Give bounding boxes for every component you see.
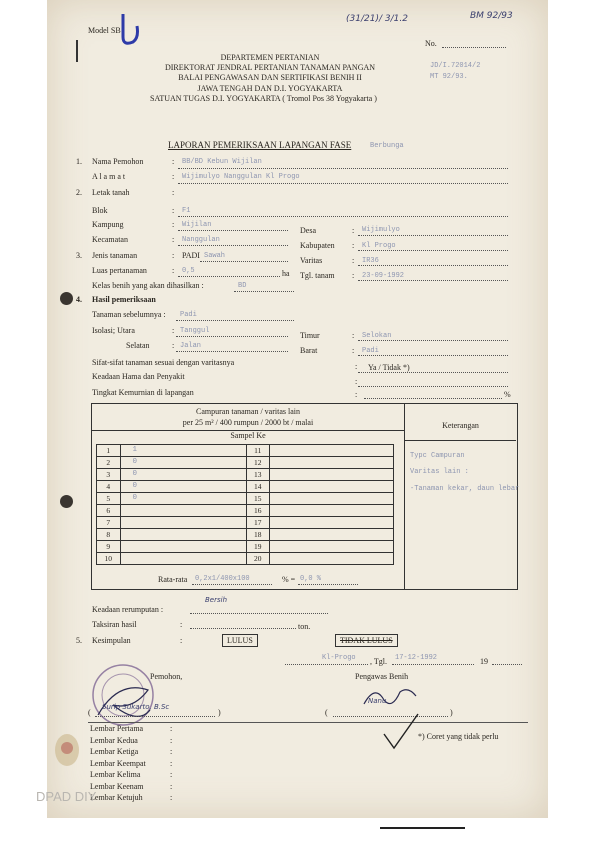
keterangan-line: Varitas lain : — [410, 468, 469, 476]
table-header-line-2: per 25 m² / 400 rumpun / 2000 bt / malai — [182, 418, 314, 427]
barat-value: Padi — [362, 347, 379, 355]
varitas-label: Varitas — [300, 256, 323, 265]
varitas-value: IR36 — [362, 257, 379, 265]
item-number: 5. — [76, 636, 82, 645]
sample-value — [270, 529, 394, 541]
padi-label: PADI — [182, 251, 200, 260]
field-line — [178, 183, 508, 184]
colon: : — [355, 377, 358, 386]
alamat-value: Wijimulyo Nanggulan Kl Progo — [182, 173, 300, 181]
colon: : — [172, 251, 175, 260]
kampung-label: Kampung — [92, 220, 124, 229]
nama-pemohon-label: Nama Pemohon — [92, 157, 144, 166]
tgl-label: , Tgl. — [370, 657, 387, 666]
top-handwriting: (31/21)/ 3/1.2 — [346, 14, 408, 24]
field-line — [190, 628, 296, 629]
lulus-box: LULUS — [222, 634, 258, 647]
ref-line-1: JD/I.72014/2 — [430, 62, 481, 70]
sample-number: 20 — [246, 553, 270, 565]
sample-value — [270, 517, 394, 529]
report-title-phase: Berbunga — [370, 142, 404, 150]
sample-number: 1 — [97, 445, 121, 457]
colon: : — [172, 206, 175, 215]
ha-unit: ha — [282, 269, 290, 278]
sample-value — [270, 481, 394, 493]
ton-unit: ton. — [298, 622, 311, 631]
field-line — [358, 340, 508, 341]
sample-number: 11 — [246, 445, 270, 457]
alamat-label: A l a m a t — [92, 172, 126, 181]
percent-value: 0,0 % — [300, 575, 322, 583]
field-line — [364, 398, 502, 399]
sample-value — [120, 541, 246, 553]
colon: : — [352, 346, 355, 355]
colon: : — [355, 362, 358, 371]
ya-tidak-option: Ya / Tidak *) — [368, 363, 410, 372]
table-row — [97, 481, 394, 493]
hasil-pemeriksaan-label: Hasil pemeriksaan — [92, 295, 156, 304]
field-line — [176, 320, 294, 321]
lembar-label: Lembar Pertama — [90, 724, 144, 733]
report-title: LAPORAN PEMERIKSAAN LAPANGAN FASE — [168, 140, 352, 150]
sample-number: 2 — [97, 457, 121, 469]
rata-rata-value: 0,2x1/400x100 — [195, 575, 250, 583]
coret-note: *) Coret yang tidak perlu — [418, 732, 499, 741]
blok-value: F1 — [182, 207, 191, 215]
colon: : — [352, 226, 355, 235]
kecamatan-value: Nanggulan — [182, 236, 220, 244]
no-line — [442, 47, 506, 48]
checkmark — [380, 712, 420, 752]
colon: : — [170, 770, 173, 779]
colon: : — [170, 793, 173, 802]
field-line — [176, 336, 288, 337]
sample-number: 14 — [246, 481, 270, 493]
open-paren: ( — [88, 708, 91, 717]
colon: : — [180, 636, 183, 645]
colon: : — [172, 220, 175, 229]
sample-value — [120, 553, 246, 565]
tanaman-sebelumnya-value: Padi — [180, 311, 197, 319]
field-line — [234, 291, 294, 292]
keterangan-header: Keterangan — [442, 421, 479, 430]
table-row — [97, 505, 394, 517]
sample-value — [120, 517, 246, 529]
lembar-label: Lembar Keempat — [90, 758, 146, 768]
open-paren: ( — [325, 708, 328, 717]
field-line — [392, 664, 474, 665]
field-line — [358, 386, 508, 387]
sample-value — [270, 505, 394, 517]
jenis-tanaman-label: Jenis tanaman — [92, 251, 138, 260]
item-number: 4. — [76, 295, 82, 304]
kelas-benih-label: Kelas benih yang akan dihasilkan : — [92, 281, 204, 290]
item-number: 3. — [76, 251, 82, 260]
table-header-line-1: Campuran tanaman / varitas lain — [196, 407, 300, 416]
lembar-label: Lembar Kelima — [90, 770, 141, 779]
tgl-value: 17-12-1992 — [395, 654, 438, 662]
pengawas-label: Pengawas Benih — [355, 672, 409, 681]
sample-value: 0 — [120, 481, 246, 493]
sample-value — [120, 505, 246, 517]
luas-value: 0,5 — [182, 267, 195, 275]
sample-number: 16 — [246, 505, 270, 517]
left-bracket-mark — [76, 40, 78, 62]
sample-number: 10 — [97, 553, 121, 565]
item-number: 1. — [76, 157, 82, 166]
colon: : — [170, 781, 173, 791]
sample-value: 0 — [120, 457, 246, 469]
no-label: No. — [425, 39, 437, 48]
sampel-header: Sampel Ke — [230, 431, 266, 440]
punch-hole — [60, 292, 73, 305]
table-row — [97, 529, 394, 541]
header-line-4: JAWA TENGAH DAN D.I. YOGYAKARTA — [197, 84, 343, 93]
kabupaten-label: Kabupaten — [300, 241, 335, 250]
pengawas-name: Nanu — [368, 697, 387, 705]
sample-value: 0 — [120, 469, 246, 481]
colon: : — [172, 266, 175, 275]
kelas-benih-value: BD — [238, 282, 247, 290]
colon: : — [352, 331, 355, 340]
header-line-3: BALAI PENGAWASAN DAN SERTIFIKASI BENIH II — [178, 73, 362, 82]
blok-label: Blok — [92, 206, 108, 215]
colon: : — [172, 341, 175, 350]
lembar-label: Lembar Keenam — [90, 781, 144, 791]
field-line — [178, 276, 280, 277]
sample-number: 3 — [97, 469, 121, 481]
field-line — [95, 716, 215, 717]
utara-value: Tanggul — [180, 327, 210, 335]
colon: : — [172, 235, 175, 244]
selatan-label: Selatan — [126, 341, 150, 350]
selatan-value: Jalan — [180, 342, 202, 350]
sifat-tanaman-label: Sifat-sifat tanaman sesuai dengan varitasnya — [92, 358, 235, 367]
tingkat-kemurnian-label: Tingkat Kemurnian di lapangan — [92, 388, 194, 397]
sample-value — [270, 457, 394, 469]
tanaman-sebelumnya-label: Tanaman sebelumnya : — [92, 310, 166, 319]
colon: : — [352, 241, 355, 250]
punch-hole — [60, 495, 73, 508]
timur-value: Selokan — [362, 332, 392, 340]
percent-equals: % = — [282, 575, 296, 584]
keadaan-rerumputan-label: Keadaan rerumputan : — [92, 605, 164, 614]
sample-number: 5 — [97, 493, 121, 505]
model-label: Model SB — [88, 26, 121, 35]
sample-number: 18 — [246, 529, 270, 541]
lembar-label: Lembar Ketiga — [90, 747, 139, 756]
sample-value — [270, 493, 394, 505]
table-row — [97, 469, 394, 481]
desa-value: Wijimulyo — [362, 226, 400, 234]
field-line — [358, 250, 508, 251]
rerumputan-value: Bersih — [205, 596, 228, 604]
field-line — [176, 351, 288, 352]
field-line — [178, 230, 288, 231]
sample-value — [270, 445, 394, 457]
official-stamp — [88, 660, 158, 730]
kecamatan-label: Kecamatan — [92, 235, 128, 244]
field-line — [192, 584, 272, 585]
keadaan-hama-label: Keadaan Hama dan Penyakit — [92, 372, 185, 381]
field-line — [358, 280, 508, 281]
sample-number: 12 — [246, 457, 270, 469]
table-row — [97, 493, 394, 505]
colon: : — [170, 747, 173, 756]
sample-grid — [96, 444, 394, 565]
field-line — [190, 613, 328, 614]
colon: : — [352, 256, 355, 265]
header-line-5: SATUAN TUGAS D.I. YOGYAKARTA ( Tromol Pos 38 Yogyakarta ) — [150, 94, 377, 103]
bottom-rule — [380, 827, 465, 829]
tgl-tanam-label: Tgl. tanam — [300, 271, 335, 280]
sample-number: 15 — [246, 493, 270, 505]
field-line — [178, 168, 508, 169]
kampung-value: Wijilan — [182, 221, 212, 229]
field-line — [358, 355, 508, 356]
top-right-handwriting: BM 92/93 — [470, 11, 513, 21]
keterangan-header-rule — [405, 440, 516, 441]
isolasi-utara-label: Isolasi; Utara — [92, 326, 135, 335]
colon: : — [355, 390, 358, 399]
close-paren: ) — [450, 708, 453, 717]
tgl-tanam-value: 23-09-1992 — [362, 272, 405, 280]
year-label: 19 — [480, 657, 488, 666]
field-line — [358, 235, 508, 236]
colon: : — [172, 326, 175, 335]
timur-label: Timur — [300, 331, 320, 340]
header-line-2: DIREKTORAT JENDRAL PERTANIAN TANAMAN PANGAN — [164, 63, 376, 72]
field-line — [285, 664, 368, 665]
tidak-lulus-box: TIDAK LULUS — [335, 634, 398, 647]
sample-number: 6 — [97, 505, 121, 517]
colon: : — [172, 188, 175, 197]
header-line-1: DEPARTEMEN PERTANIAN — [220, 53, 320, 62]
sample-number: 9 — [97, 541, 121, 553]
place-value: Kl-Progo — [322, 654, 356, 662]
sample-number: 7 — [97, 517, 121, 529]
lembar-label: Lembar Ketujuh — [90, 793, 143, 802]
table-row — [97, 553, 394, 565]
padi-value: Sawah — [204, 252, 226, 260]
pemohon-label: Pemohon, — [150, 672, 183, 681]
barat-label: Barat — [300, 346, 318, 355]
taksiran-hasil-label: Taksiran hasil — [92, 620, 137, 629]
field-line — [178, 216, 508, 217]
kesimpulan-label: Kesimpulan — [92, 636, 131, 645]
colon: : — [172, 172, 175, 181]
letak-tanah-label: Letak tanah — [92, 188, 130, 197]
field-line — [200, 261, 288, 262]
sample-number: 17 — [246, 517, 270, 529]
ref-line-2: MT 92/93. — [430, 73, 468, 81]
colon: : — [170, 724, 173, 733]
colon: : — [170, 758, 173, 768]
sample-value: 0 — [120, 493, 246, 505]
rata-rata-label: Rata-rata — [158, 575, 188, 584]
colon: : — [180, 620, 183, 629]
keterangan-line: Typc Campuran — [410, 452, 465, 460]
table-row — [97, 445, 394, 457]
luas-label: Luas pertanaman — [92, 266, 147, 275]
colon: : — [352, 271, 355, 280]
field-line — [298, 584, 358, 585]
item-number: 2. — [76, 188, 82, 197]
sample-value — [270, 541, 394, 553]
divider-rule — [88, 722, 528, 723]
field-line — [492, 664, 522, 665]
kabupaten-value: Kl Progo — [362, 242, 396, 250]
keterangan-line: -Tanaman kekar, daun lebar — [410, 485, 520, 493]
table-row — [97, 517, 394, 529]
sample-value: 1 — [120, 445, 246, 457]
colon: : — [170, 735, 173, 745]
lembar-label: Lembar Kedua — [90, 735, 138, 745]
table-row — [97, 541, 394, 553]
field-line — [358, 372, 508, 373]
field-line — [358, 265, 508, 266]
colon: : — [172, 157, 175, 166]
sample-value — [270, 469, 394, 481]
table-row — [97, 457, 394, 469]
nama-pemohon-value: BB/BD Kebun Wijilan — [182, 158, 262, 166]
field-line — [178, 245, 288, 246]
percent-sign: % — [504, 390, 511, 399]
sample-value — [120, 529, 246, 541]
desa-label: Desa — [300, 226, 316, 235]
sample-value — [270, 553, 394, 565]
close-paren: ) — [218, 708, 221, 717]
pemohon-name: Surip Sukarto, B.Sc — [102, 703, 170, 711]
sample-number: 4 — [97, 481, 121, 493]
sample-number: 8 — [97, 529, 121, 541]
emblem-mark — [52, 730, 82, 770]
sample-number: 13 — [246, 469, 270, 481]
sample-number: 19 — [246, 541, 270, 553]
watermark: DPAD DIY — [36, 789, 97, 804]
blue-mark — [115, 12, 145, 47]
